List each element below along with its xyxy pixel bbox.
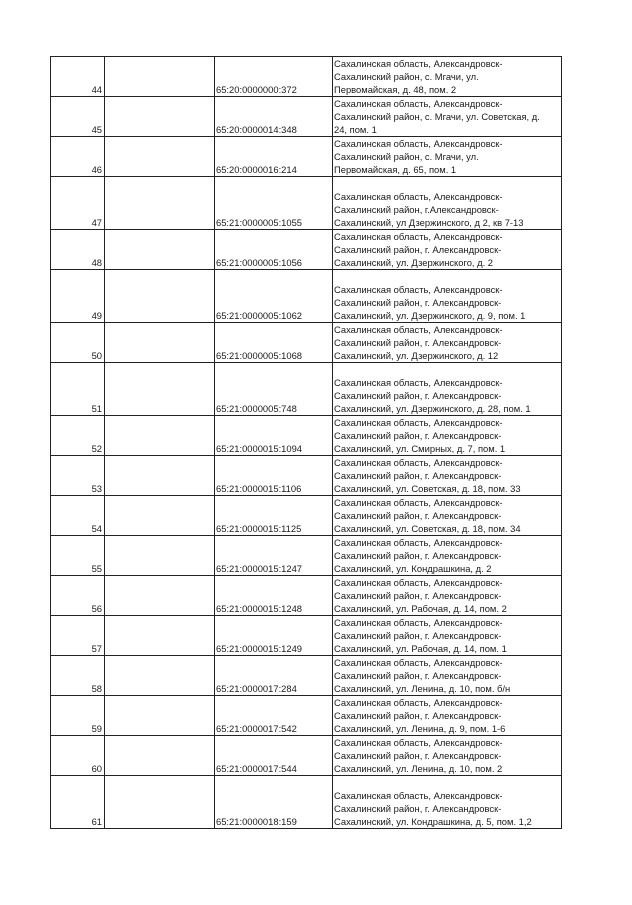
empty-cell	[105, 57, 215, 97]
table-row	[51, 57, 562, 97]
table-row	[51, 416, 562, 456]
row-number: 47	[51, 177, 105, 230]
table-row	[51, 616, 562, 656]
cadastral-number: 65:21:0000015:1125	[215, 496, 333, 536]
table-row	[51, 270, 562, 323]
row-number: 46	[51, 137, 105, 177]
cadastral-number: 65:21:0000005:748	[215, 363, 333, 416]
row-number: 51	[51, 363, 105, 416]
table-row	[51, 736, 562, 776]
cadastral-number: 65:21:0000017:542	[215, 696, 333, 736]
table-row	[51, 456, 562, 496]
row-number: 61	[51, 776, 105, 829]
address: Сахалинская область, Александровск- Сахалинский район, г. Александровск- Сахалинский, ул. Рабочая, д. 14, пом. 2	[333, 576, 562, 616]
address: Сахалинская область, Александровск- Сахалинский район, г. Александровск- Сахалинский, ул. Рабочая, д. 14, пом. 1	[333, 616, 562, 656]
empty-cell	[105, 323, 215, 363]
row-number: 50	[51, 323, 105, 363]
empty-cell	[105, 177, 215, 230]
empty-cell	[105, 616, 215, 656]
row-number: 57	[51, 616, 105, 656]
table-row	[51, 696, 562, 736]
address: Сахалинская область, Александровск- Сахалинский район, г. Александровск- Сахалинский, ул. Ленина, д. 9, пом. 1-6	[333, 696, 562, 736]
row-number: 60	[51, 736, 105, 776]
empty-cell	[105, 776, 215, 829]
address: Сахалинская область, Александровск- Сахалинский район, с. Мгачи, ул. Первомайская, д. 65, пом. 1	[333, 137, 562, 177]
cadastral-number: 65:21:0000005:1056	[215, 230, 333, 270]
address: Сахалинская область, Александровск- Сахалинский район, г. Александровск- Сахалинский, ул. Советская, д. 18, пом. 34	[333, 496, 562, 536]
cadastral-number: 65:20:0000016:214	[215, 137, 333, 177]
cadastral-number: 65:21:0000005:1068	[215, 323, 333, 363]
row-number: 59	[51, 696, 105, 736]
empty-cell	[105, 736, 215, 776]
row-number: 58	[51, 656, 105, 696]
address: Сахалинская область, Александровск- Сахалинский район, г.Александровск- Сахалинский, ул Дзержинского, д 2, кв 7-13	[333, 177, 562, 230]
address: Сахалинская область, Александровск- Сахалинский район, г. Александровск- Сахалинский, ул. Дзержинского, д. 2	[333, 230, 562, 270]
property-table	[50, 56, 562, 829]
row-number: 53	[51, 456, 105, 496]
cadastral-number: 65:21:0000017:284	[215, 656, 333, 696]
cadastral-number: 65:21:0000015:1106	[215, 456, 333, 496]
address: Сахалинская область, Александровск- Сахалинский район, г. Александровск- Сахалинский, ул. Кондрашкина, д. 5, пом. 1,2	[333, 776, 562, 829]
row-number: 54	[51, 496, 105, 536]
empty-cell	[105, 536, 215, 576]
cadastral-number: 65:21:0000015:1094	[215, 416, 333, 456]
address: Сахалинская область, Александровск- Сахалинский район, г. Александровск- Сахалинский, ул. Ленина, д. 10, пом. 2	[333, 736, 562, 776]
empty-cell	[105, 576, 215, 616]
empty-cell	[105, 363, 215, 416]
table-row	[51, 323, 562, 363]
row-number: 52	[51, 416, 105, 456]
empty-cell	[105, 97, 215, 137]
cadastral-number: 65:20:0000014:348	[215, 97, 333, 137]
table-row	[51, 496, 562, 536]
cadastral-number: 65:21:0000005:1062	[215, 270, 333, 323]
table-row	[51, 97, 562, 137]
empty-cell	[105, 696, 215, 736]
cadastral-number: 65:21:0000017:544	[215, 736, 333, 776]
row-number: 44	[51, 57, 105, 97]
table-row	[51, 177, 562, 230]
row-number: 49	[51, 270, 105, 323]
empty-cell	[105, 230, 215, 270]
row-number: 48	[51, 230, 105, 270]
cadastral-number: 65:20:0000000:372	[215, 57, 333, 97]
empty-cell	[105, 456, 215, 496]
cadastral-number: 65:21:0000015:1247	[215, 536, 333, 576]
table-row	[51, 656, 562, 696]
address: Сахалинская область, Александровск- Сахалинский район, г. Александровск- Сахалинский, ул. Смирных, д. 7, пом. 1	[333, 416, 562, 456]
cadastral-number: 65:21:0000005:1055	[215, 177, 333, 230]
row-number: 55	[51, 536, 105, 576]
address: Сахалинская область, Александровск- Сахалинский район, г. Александровск- Сахалинский, ул. Ленина, д. 10, пом. б/н	[333, 656, 562, 696]
address: Сахалинская область, Александровск- Сахалинский район, г. Александровск- Сахалинский, ул. Советская, д. 18, пом. 33	[333, 456, 562, 496]
empty-cell	[105, 496, 215, 536]
address: Сахалинская область, Александровск- Сахалинский район, с. Мгачи, ул. Первомайская, д. 48, пом. 2	[333, 57, 562, 97]
empty-cell	[105, 416, 215, 456]
address: Сахалинская область, Александровск- Сахалинский район, г. Александровск- Сахалинский, ул. Кондрашкина, д. 2	[333, 536, 562, 576]
row-number: 56	[51, 576, 105, 616]
table-row	[51, 536, 562, 576]
address: Сахалинская область, Александровск- Сахалинский район, г. Александровск- Сахалинский, ул. Дзержинского, д. 28, пом. 1	[333, 363, 562, 416]
table-row	[51, 230, 562, 270]
empty-cell	[105, 137, 215, 177]
empty-cell	[105, 270, 215, 323]
table-row	[51, 776, 562, 829]
cadastral-number: 65:21:0000018:159	[215, 776, 333, 829]
address: Сахалинская область, Александровск- Сахалинский район, г. Александровск- Сахалинский, ул. Дзержинского, д. 12	[333, 323, 562, 363]
row-number: 45	[51, 97, 105, 137]
empty-cell	[105, 656, 215, 696]
address: Сахалинская область, Александровск- Сахалинский район, с. Мгачи, ул. Советская, д. 24, пом. 1	[333, 97, 562, 137]
table-row	[51, 363, 562, 416]
table-row	[51, 576, 562, 616]
cadastral-number: 65:21:0000015:1249	[215, 616, 333, 656]
address: Сахалинская область, Александровск- Сахалинский район, г. Александровск- Сахалинский, ул. Дзержинского, д. 9, пом. 1	[333, 270, 562, 323]
cadastral-number: 65:21:0000015:1248	[215, 576, 333, 616]
table-row	[51, 137, 562, 177]
